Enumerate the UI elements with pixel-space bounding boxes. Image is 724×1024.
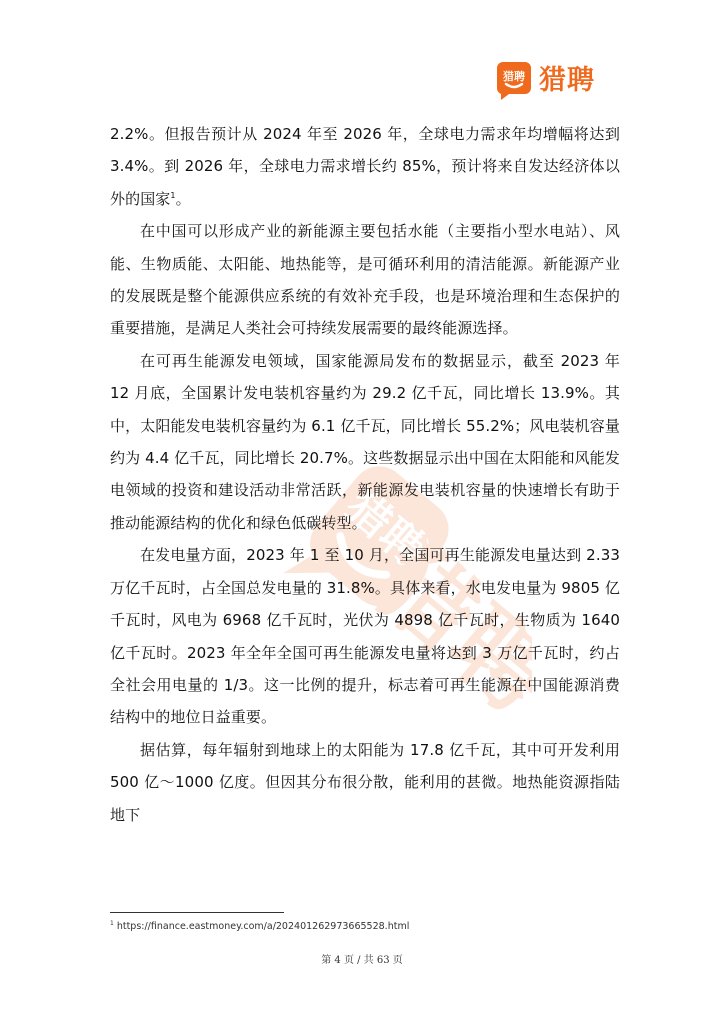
- paragraph-5: 据估算，每年辐射到地球上的太阳能为 17.8 亿千瓦，其中可开发利用 500 亿～1000 亿度。但因其分布很分散，能利用的甚微。地热能资源指陆地下: [110, 740, 620, 824]
- document-body: [110, 118, 620, 831]
- footnote-divider: [110, 912, 284, 913]
- paragraph-4: 在发电量方面，2023 年 1 至 10 月，全国可再生能源发电量达到 2.33 万亿千瓦时，占全国总发电量的 31.8%。具体来看，水电发电量为 9805 亿千瓦时，风电为 6968 亿千瓦时，光伏为 4898 亿千瓦时，生物质为 1640 亿千瓦时。2023 年全年全国可再生能源发电量将达到 3 万亿千瓦时，约占全社会用电量的 1/3。这一比例的提升，标志着可再生能源在中国能源消费结构中的地位日益重要。: [110, 546, 620, 727]
- chat-bubble-logo-icon: [497, 62, 531, 100]
- page-number: 第 4 页 / 共 63 页: [321, 955, 403, 966]
- footnote: [110, 921, 409, 932]
- footnote-ref[interactable]: 1: [170, 190, 176, 200]
- paragraph-3: 在可再生能源发电领域，国家能源局发布的数据显示，截至 2023 年 12 月底，全国累计发电装机容量约为 29.2 亿千瓦，同比增长 13.9%。其中，太阳能发电装机容量约为 6.1 亿千瓦，同比增长 55.2%；风电装机容量约为 4.4 亿千瓦，同比增长 20.7%。这些数据显示出中国在太阳能和风能发电领域的投资和建设活动非常活跃，新能源发电装机容量的快速增长有助于推动能源结构的优化和绿色低碳转型。: [110, 351, 620, 532]
- footnote-marker: 1: [110, 919, 114, 927]
- svg-text:猎聘: 猎聘: [354, 525, 532, 735]
- brand-logo: [497, 62, 595, 100]
- brand-name: 猎聘: [539, 65, 595, 96]
- footnote-link[interactable]: https://finance.eastmoney.com/a/202401262973665528.html: [116, 921, 410, 932]
- paragraph-2: 在中国可以形成产业的新能源主要包括水能（主要指小型水电站）、风能、生物质能、太阳能、地热能等，是可循环利用的清洁能源。新能源产业的发展既是整个能源供应系统的有效补充手段，也是环境治理和生态保护的重要措施，是满足人类社会可持续发展需要的最终能源选择。: [110, 222, 620, 338]
- svg-text:猎聘: 猎聘: [335, 481, 436, 577]
- paragraph-1: 2.2%。但报告预计从 2024 年至 2026 年，全球电力需求年均增幅将达到 3.4%。到 2026 年，全球电力需求增长约 85%，预计将来自发达经济体以外的国家$^1$。: [110, 125, 620, 208]
- logo-badge-text: 猎聘: [503, 70, 525, 83]
- paragraph-1-text: 2.2%。但报告预计从 2024 年至 2026 年，全球电力需求年均增幅将达到 3.4%。到 2026 年，全球电力需求增长约 85%，预计将来自发达经济体以外的国家: [110, 125, 620, 208]
